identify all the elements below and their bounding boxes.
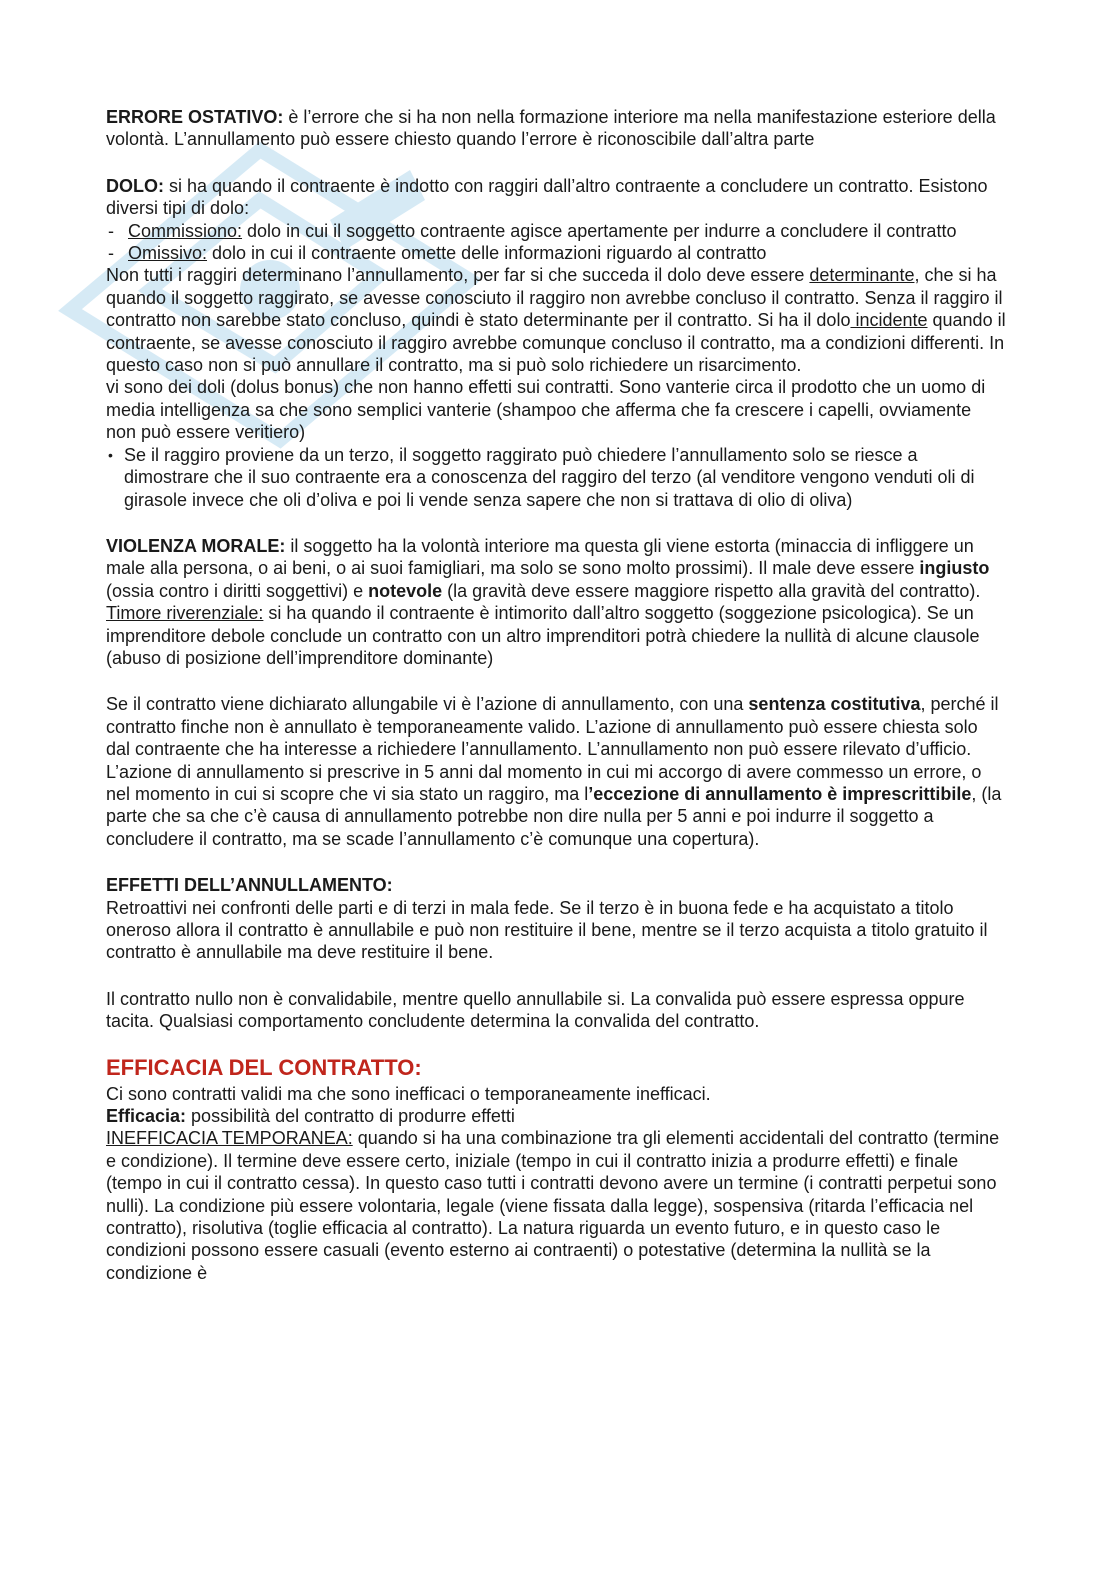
- dolo-type-label: Omissivo:: [128, 243, 208, 264]
- dolo-intro: si ha quando il contraente è indotto con raggiri dall’altro contraente a concludere un contratto. Esistono diversi tipi di dolo:: [106, 175, 988, 219]
- annullamento-paragraph: Se il contratto viene dichiarato allungabile vi è l’azione di annullamento, con una sentenza costitutiva, perché il contratto finche non è annullato è temporaneamente valido. L’azione di annullamento può essere chiesta solo dal contraente che ha interesse a richiedere l’annullamento. L’annullamento non può essere rilevato d’ufficio. L’azione di annullamento si prescrive in 5 anni dal momento in cui mi accorgo di avere commesso un errore, o nel momento in cui si scopre che vi sia stato un raggiro, ma l’eccezione di annullamento è imprescrittibile, (la parte che sa che c’è causa di annullamento potrebbe non dire nulla per 5 anni e poi indurre il soggetto a concludere il contratto, ma se scade l’annullamento c’è comunque una copertura).: [106, 694, 1002, 849]
- effetti-paragraph: Retroattivi nei confronti delle parti e di terzi in mala fede. Se il terzo è in buona fede e ha acquistato a titolo oneroso allora il contratto è annullabile e può non restituire il bene, mentre se il terzo acquista a titolo gratuito il contratto è annullabile ma deve restituire il bene.: [106, 897, 988, 963]
- efficacia-section-heading: EFFICACIA DEL CONTRATTO:: [106, 1054, 422, 1080]
- convalida-paragraph: Il contratto nullo non è convalidabile, mentre quello annullabile si. La convalida può essere espressa oppure tacita. Qualsiasi comportamento concludente determina la convalida del contratto.: [106, 988, 965, 1032]
- document-page: [106, 106, 1006, 1284]
- dolo-paragraph: [106, 175, 1006, 220]
- dolo-title: DOLO:: [106, 175, 164, 196]
- errore-ostativo-title: ERRORE OSTATIVO:: [106, 107, 284, 127]
- efficacia-intro: Ci sono contratti validi ma che sono inefficaci o temporaneamente inefficaci.: [106, 1083, 711, 1104]
- list-item: - Omissivo: dolo in cui il contraente omette delle informazioni riguardo al contratto: [106, 242, 1006, 264]
- inefficacia-temporanea-paragraph: INEFFICACIA TEMPORANEA: quando si ha una combinazione tra gli elementi accidentali del contratto (termine e condizione). Il termine deve essere certo, iniziale (tempo in cui il contratto inizia a produrre effetti) e finale (tempo in cui il contratto cessa). In questo caso tutti i contratti devono avere un termine (i contratti perpetui sono nulli). La condizione più essere volontaria, legale (viene fissata dalla legge), sospensiva (ritarda l’efficacia nel contratto), risolutiva (toglie efficacia al contratto). La natura riguarda un evento futuro, e in questo caso le condizioni possono essere casuali (evento esterno ai contraenti) o potestative (determina la nullità se la condizione è: [106, 1128, 1000, 1283]
- violenza-morale-paragraph: VIOLENZA MORALE: il soggetto ha la volontà interiore ma questa gli viene estorta (minaccia di infliggere un male alla persona, o ai beni, o ai suoi famigliari, ma solo se sono molto prossimi). Il male deve essere ingiusto (ossia contro i diritti soggettivi) e notevole (la gravità deve essere maggiore rispetto alla gravità del contratto).: [106, 535, 990, 601]
- errore-ostativo-paragraph: [106, 106, 1006, 151]
- efficacia-definition: Efficacia: possibilità del contratto di produrre effetti: [106, 1106, 515, 1127]
- errore-ostativo-text: è l’errore che si ha non nella formazione interiore ma nella manifestazione esteriore della volontà. L’annullamento può essere chiesto quando l’errore è riconoscibile dall’altra parte: [106, 107, 996, 150]
- list-item: - Commissiono: dolo in cui il soggetto contraente agisce apertamente per indurre a concludere il contratto: [106, 220, 1006, 242]
- dolo-type-label: Commissiono:: [128, 220, 243, 241]
- list-item: • Se il raggiro proviene da un terzo, il soggetto raggirato può chiedere l’annullamento solo se riesce a dimostrare che il suo contraente era a conoscenza del raggiro del terzo (al venditore vengono venduti oli di girasole invece che oli d’oliva e poi li vende senza sapere che non si trattava di olio di oliva): [106, 444, 1006, 511]
- dolo-types-list: [106, 220, 1006, 265]
- dolo-determinante-paragraph: Non tutti i raggiri determinano l’annullamento, per far si che succeda il dolo deve essere determinante, che si ha quando il soggetto raggirato, se avesse conosciuto il raggiro non avrebbe concluso il contratto. Senza il raggiro il contratto non sarebbe stato concluso, quindi è stato determinante per il contratto. Si ha il dolo incidente quando il contraente, se avesse conosciuto il raggiro avrebbe comunque concluso il contratto, ma a condizioni differenti. In questo caso non si può annullare il contratto, ma si può solo richiedere un risarcimento.: [106, 265, 1006, 376]
- timore-paragraph: Timore riverenziale: si ha quando il contraente è intimorito dall’altro soggetto (soggezione psicologica). Se un imprenditore debole conclude un contratto con un altro imprenditori potrà chiedere la nullità di alcune clausole (abuso di posizione dell’imprenditore dominante): [106, 603, 980, 668]
- dolo-bullet-list: [106, 444, 1006, 511]
- effetti-title: EFFETTI DELL’ANNULLAMENTO:: [106, 875, 393, 896]
- dolus-bonus-paragraph: vi sono dei doli (dolus bonus) che non hanno effetti sui contratti. Sono vanterie circa il prodotto che un uomo di media intelligenza sa che sono semplici vanterie (shampoo che afferma che fa crescere i capelli, ovviamente non può essere veritiero): [106, 377, 986, 443]
